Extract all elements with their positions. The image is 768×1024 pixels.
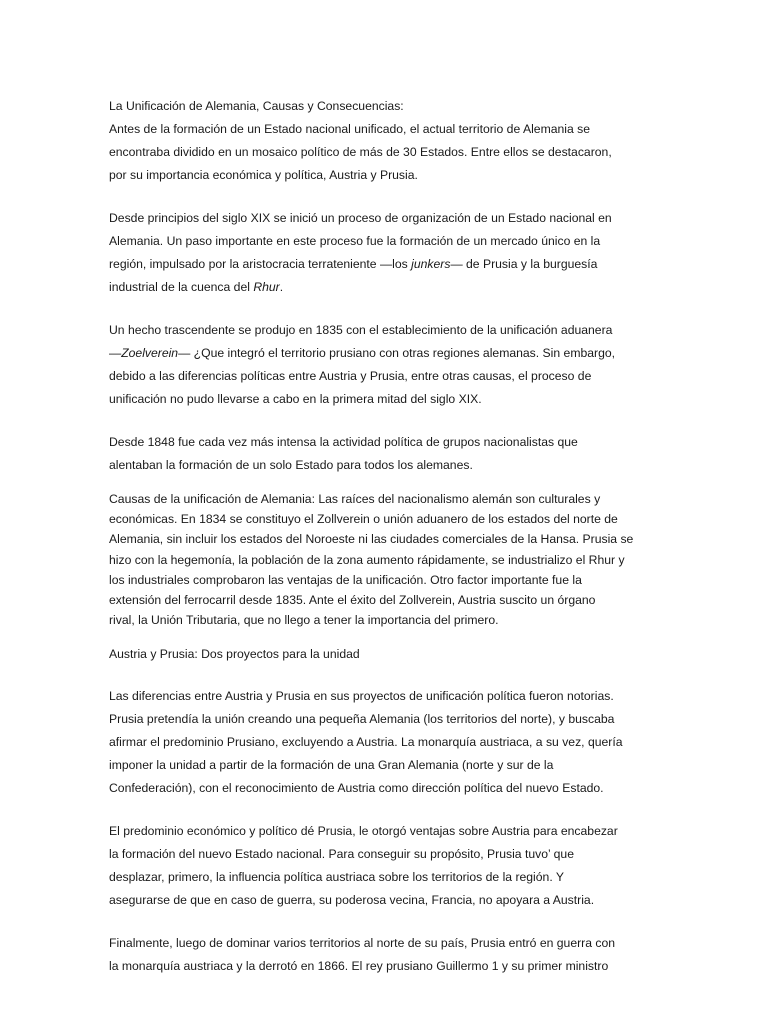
text-line	[109, 276, 649, 299]
text-line: desplazar, primero, la influencia política austriaca sobre los territorios de la región. Y	[109, 869, 565, 884]
paragraph-gap	[109, 665, 649, 685]
text-line	[109, 253, 649, 276]
paragraph-gap	[109, 411, 649, 431]
text-line: Prusia pretendía la unión creando una pequeña Alemania (los territorios del norte), y buscaba	[109, 711, 615, 726]
document-title: La Unificación de Alemania, Causas y Consecuencias:	[109, 99, 404, 113]
paragraph-diferencias	[109, 685, 649, 800]
paragraph-causas	[109, 489, 649, 630]
text-line: Confederación), con el reconocimiento de Austria como dirección política del nuevo Estado.	[109, 780, 604, 795]
text-line: Alemania, sin incluir los estados del Noroeste ni las ciudades comerciales de la Hansa. Prusia se	[109, 532, 634, 547]
text-line: extensión del ferrocarril desde 1835. Ante el éxito del Zollverein, Austria suscito un órgano	[109, 593, 596, 608]
text-line: Desde principios del siglo XIX se inició un proceso de organización de un Estado nacional en	[109, 211, 612, 225]
text-line: Antes de la formación de un Estado nacional unificado, el actual territorio de Alemania se	[109, 122, 591, 136]
paragraph-finalmente	[109, 932, 649, 978]
paragraph-gap	[109, 630, 649, 644]
text-fragment: — ¿Que integró el territorio prusiano con otras regiones alemanas. Sin embargo,	[178, 346, 616, 360]
text-line: El predominio económico y político dé Prusia, le otorgó ventajas sobre Austria para encabezar	[109, 823, 618, 838]
text-line: por su importancia económica y política, Austria y Prusia.	[109, 168, 418, 182]
text-line: Un hecho trascendente se produjo en 1835 con el establecimiento de la unificación aduanera	[109, 323, 613, 337]
text-line	[109, 342, 649, 365]
paragraph-gap	[109, 477, 649, 489]
paragraph-1848	[109, 431, 649, 477]
text-line: Desde 1848 fue cada vez más intensa la actividad política de grupos nacionalistas que	[109, 435, 578, 449]
text-fragment: industrial de la cuenca del	[109, 280, 254, 294]
italic-term: junkers	[411, 257, 451, 271]
document-page	[109, 95, 649, 978]
paragraph-organizacion	[109, 207, 649, 299]
paragraph-predominio	[109, 820, 649, 912]
paragraph-zoelverein	[109, 319, 649, 411]
text-line: la monarquía austriaca y la derrotó en 1866. El rey prusiano Guillermo 1 y su primer ministro	[109, 958, 609, 973]
text-line: los industriales comprobaron las ventajas de la unificación. Otro factor importante fue la	[109, 572, 582, 587]
italic-term: Zoelverein	[121, 346, 179, 360]
text-line: unificación no pudo llevarse a cabo en la primera mitad del siglo XIX.	[109, 392, 482, 406]
paragraph-gap	[109, 299, 649, 319]
text-line: hizo con la hegemonía, la población de la zona aumento rápidamente, se industrializo el Rhur y	[109, 552, 625, 567]
text-line: rival, la Unión Tributaria, que no llego a tener la importancia del primero.	[109, 613, 499, 628]
text-line: Causas de la unificación de Alemania: Las raíces del nacionalismo alemán son culturales y	[109, 492, 601, 506]
italic-term: Rhur	[253, 280, 280, 294]
paragraph-gap	[109, 187, 649, 207]
text-line: imponer la unidad a partir de la formación de una Gran Alemania (norte y sur de la	[109, 757, 554, 772]
intro-paragraph	[109, 95, 649, 187]
heading-austria-prusia-wrap	[109, 644, 649, 664]
text-fragment: — de Prusia y la burguesía	[450, 257, 598, 271]
text-line: la formación del nuevo Estado nacional. Para conseguir su propósito, Prusia tuvo’ que	[109, 846, 574, 861]
section-heading: Austria y Prusia: Dos proyectos para la unidad	[109, 647, 360, 662]
paragraph-gap	[109, 800, 649, 820]
text-line: asegurarse de que en caso de guerra, su poderosa vecina, Francia, no apoyara a Austria.	[109, 892, 595, 907]
text-line: debido a las diferencias políticas entre Austria y Prusia, entre otras causas, el proceso de	[109, 369, 592, 383]
text-line: Finalmente, luego de dominar varios territorios al norte de su país, Prusia entró en guerra con	[109, 935, 616, 950]
paragraph-gap	[109, 912, 649, 932]
text-line: alentaban la formación de un solo Estado para todos los alemanes.	[109, 458, 473, 472]
text-line: Las diferencias entre Austria y Prusia en sus proyectos de unificación política fueron notorias.	[109, 688, 614, 703]
text-fragment: —	[109, 346, 122, 360]
text-line: encontraba dividido en un mosaico político de más de 30 Estados. Entre ellos se destacaron,	[109, 145, 612, 159]
text-line: Alemania. Un paso importante en este proceso fue la formación de un mercado único en la	[109, 234, 601, 248]
text-line: económicas. En 1834 se constituyo el Zollverein o unión aduanero de los estados del norte de	[109, 512, 618, 527]
text-line: afirmar el predominio Prusiano, excluyendo a Austria. La monarquía austriaca, a su vez, quería	[109, 734, 623, 749]
text-fragment: .	[279, 280, 284, 294]
text-fragment: región, impulsado por la aristocracia terrateniente —los	[109, 257, 412, 271]
